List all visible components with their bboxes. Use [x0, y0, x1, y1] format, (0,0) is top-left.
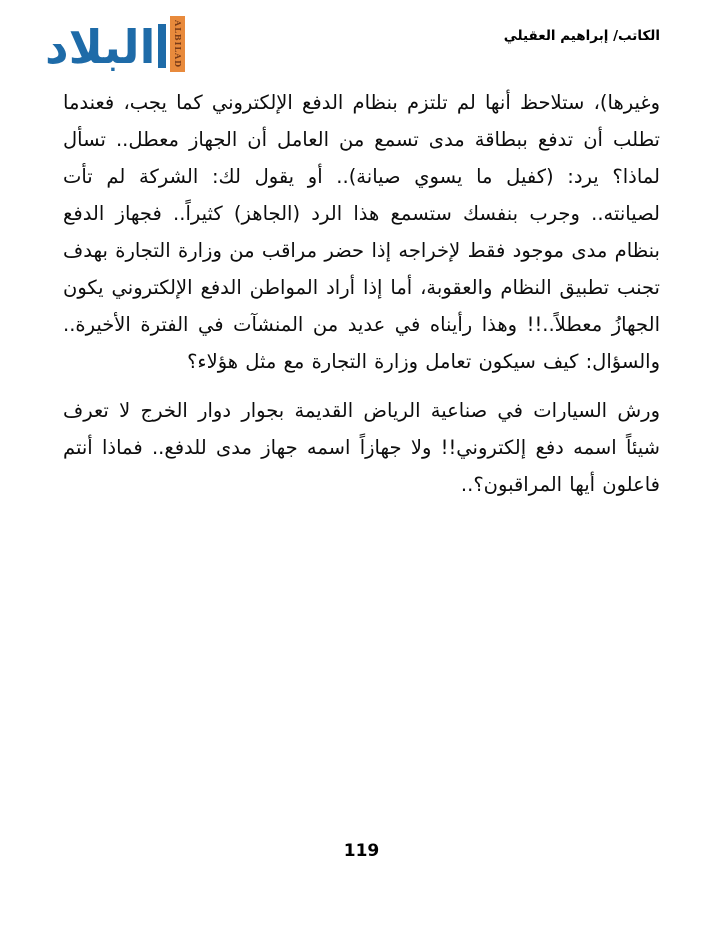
albilad-logo	[45, 14, 185, 72]
page-header	[0, 0, 723, 80]
page-footer	[0, 841, 723, 861]
albilad-logo-latin-text: ALBILAD	[172, 19, 183, 69]
article-paragraph: وغيرها)، ستلاحظ أنها لم تلتزم بنظام الدفع الإلكتروني كما يجب، فعندما تطلب أن تدفع ببطاقة مدى تسمع من العامل أن الجهاز معطل.. تسأل لماذا؟ يرد: (كفيل ما يسوي صيانة).. أو يقول لك: الشركة لم تأت لصيانته.. وجرب بنفسك ستسمع هذا الرد (الجاهز) كثيراً.. فجهاز الدفع بنظام مدى موجود فقط لإخراجه إذا حضر مراقب من وزارة التجارة بهدف تجنب تطبيق النظام والعقوبة، أما إذا أراد المواطن الدفع الإلكتروني يكون الجهازُ معطلاً..!! وهذا رأيناه في عديد من المنشآت في الفترة الأخيرة.. والسؤال: كيف سيكون تعامل وزارة التجارة مع مثل هؤلاء؟	[63, 91, 660, 373]
albilad-logo-orange-strip	[170, 16, 185, 72]
article-paragraph: ورش السيارات في صناعية الرياض القديمة بجوار دوار الخرج لا تعرف شيئاً اسمه دفع إلكتروني!! ولا جهازاً اسمه جهاز مدى للدفع.. فماذا أنتم فاعلون أيها المراقبون؟..	[63, 399, 660, 496]
albilad-logo-accent-bar	[158, 24, 166, 68]
page-number: 119	[343, 841, 380, 861]
albilad-logo-arabic-text: البلاد	[45, 20, 156, 74]
author-byline: الكاتب/ إبراهيم العقيلي	[503, 28, 660, 44]
article-body	[63, 84, 660, 503]
